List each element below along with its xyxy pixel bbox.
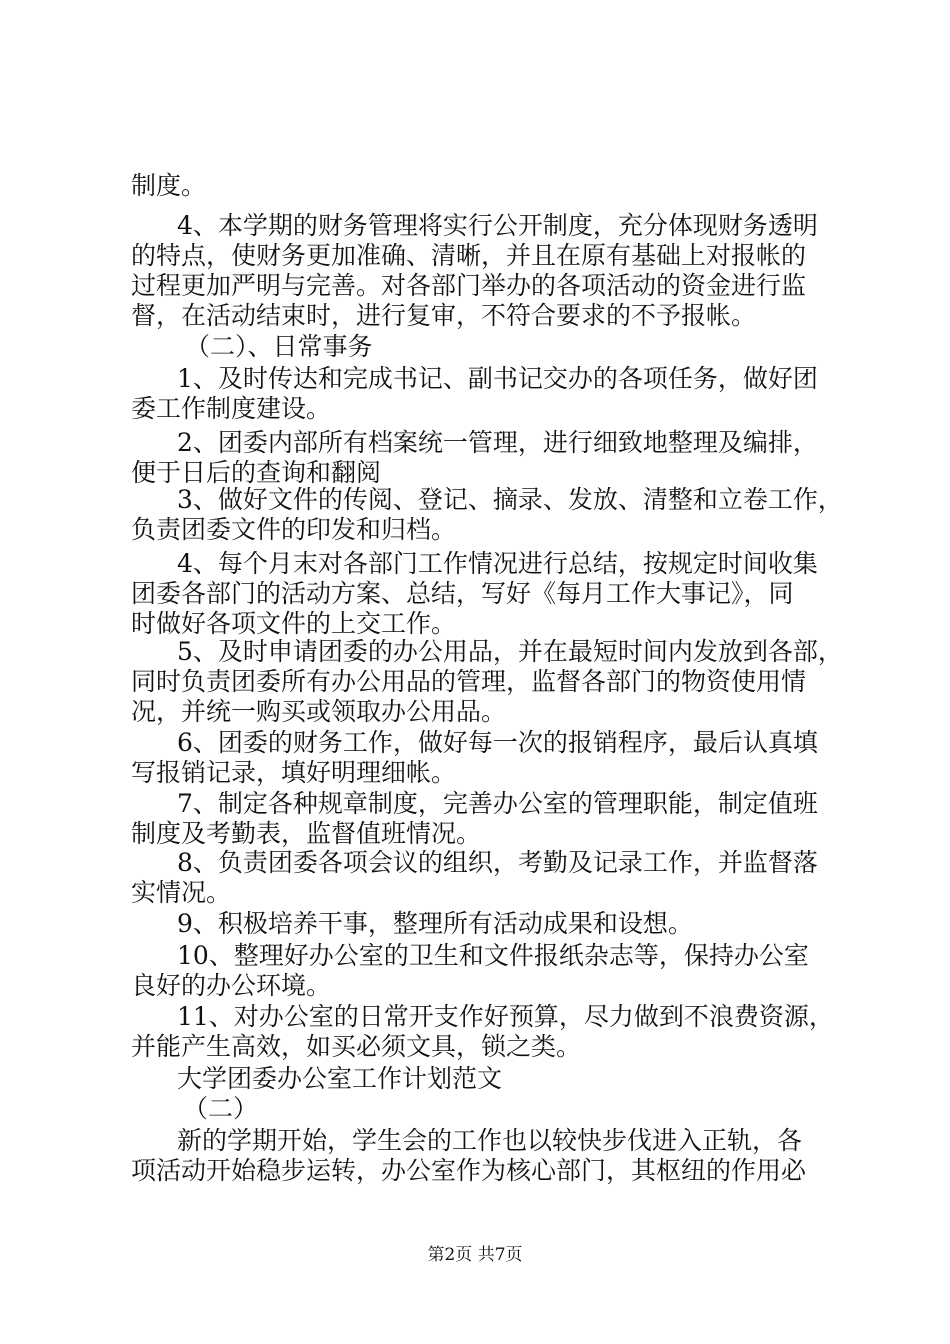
text-line: 1、及时传达和完成书记、副书记交办的各项任务，做好团	[177, 364, 818, 393]
text-line: 良好的办公环境。	[131, 971, 332, 1000]
text-line: 督，在活动结束时，进行复审，不符合要求的不予报帐。	[131, 301, 757, 330]
text-line: 3、做好文件的传阅、登记、摘录、发放、清整和立卷工作，	[177, 485, 843, 514]
text-line: 4、本学期的财务管理将实行公开制度，充分体现财务透明	[177, 211, 818, 240]
text-line: 8、负责团委各项会议的组织，考勤及记录工作，并监督落	[177, 848, 818, 877]
text-line: 实情况。	[131, 878, 232, 907]
text-line: 的特点，使财务更加准确、清晰，并且在原有基础上对报帐的	[131, 241, 807, 270]
text-line: 4、每个月末对各部门工作情况进行总结，按规定时间收集	[177, 549, 818, 578]
text-line: 况，并统一购买或领取办公用品。	[131, 697, 507, 726]
page-number-footer: 第2页 共7页	[427, 1245, 523, 1265]
text-line: 并能产生高效，如买必须文具，锁之类。	[131, 1032, 582, 1061]
text-line: 负责团委文件的印发和归档。	[131, 515, 457, 544]
text-line: 7、制定各种规章制度，完善办公室的管理职能，制定值班	[177, 789, 818, 818]
text-line: 便于日后的查询和翻阅	[131, 458, 382, 487]
text-line: 过程更加严明与完善。对各部门举办的各项活动的资金进行监	[131, 271, 807, 300]
text-line: 2、团委内部所有档案统一管理，进行细致地整理及编排，	[177, 428, 818, 457]
text-line: 时做好各项文件的上交工作。	[131, 609, 457, 638]
text-line: 同时负责团委所有办公用品的管理，监督各部门的物资使用情	[131, 667, 807, 696]
text-line: 委工作制度建设。	[131, 394, 332, 423]
article-title: 大学团委办公室工作计划范文	[177, 1064, 503, 1093]
text-line: 9、积极培养干事，整理所有活动成果和设想。	[177, 909, 693, 938]
text-line: 新的学期开始，学生会的工作也以较快步伐进入正轨，各	[177, 1126, 803, 1155]
text-line: 5、及时申请团委的办公用品，并在最短时间内发放到各部，	[177, 637, 843, 666]
text-line: 团委各部门的活动方案、总结，写好《每月工作大事记》，同	[131, 579, 794, 608]
section-heading: （二）、日常事务	[185, 332, 373, 361]
text-line: 写报销记录，填好明理细帐。	[131, 758, 457, 787]
article-subtitle: （二）	[183, 1094, 259, 1123]
text-line: 制度及考勤表，监督值班情况。	[131, 819, 482, 848]
text-line: 6、团委的财务工作，做好每一次的报销程序，最后认真填	[177, 728, 818, 757]
text-line: 10、整理好办公室的卫生和文件报纸杂志等，保持办公室	[177, 941, 809, 970]
text-line: 11、对办公室的日常开支作好预算，尽力做到不浪费资源，	[177, 1002, 834, 1031]
text-line: 项活动开始稳步运转，办公室作为核心部门，其枢纽的作用必	[131, 1156, 807, 1185]
text-line: 制度。	[131, 171, 207, 200]
